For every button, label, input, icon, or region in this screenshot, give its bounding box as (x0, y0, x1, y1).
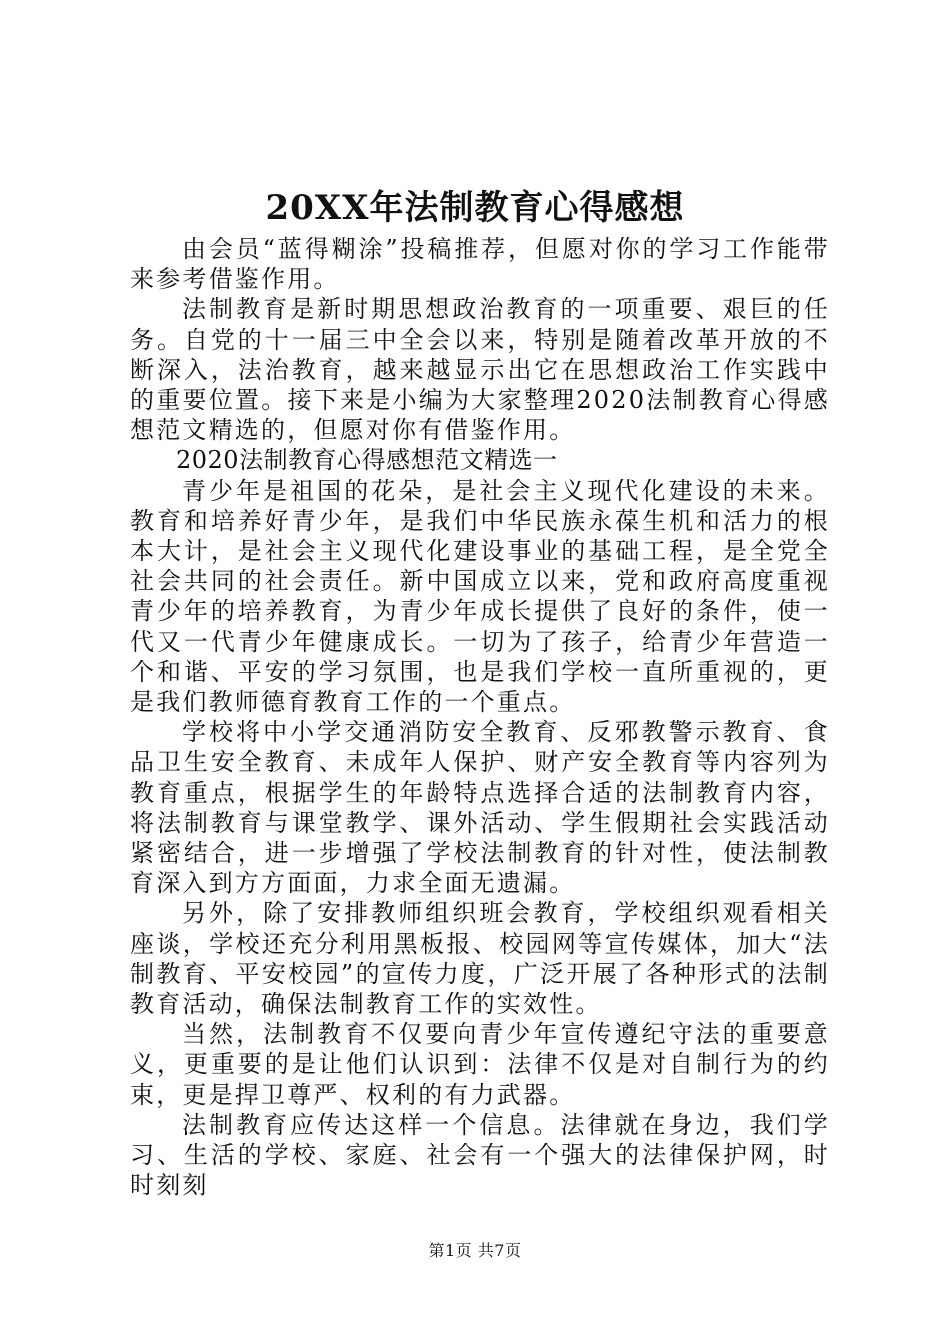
body-paragraph: 另外，除了安排教师组织班会教育，学校组织观看相关座谈，学校还充分利用黑板报、校园网等宣传媒体，加大“法制教育、平安校园”的宣传力度，广泛开展了各种形式的法制教育活动，确保法制教育工作的实效性。 (130, 899, 830, 1019)
section-heading: 2020法制教育心得感想范文精选一 (176, 446, 558, 475)
intro-paragraph: 由会员“蓝得糊涂”投稿推荐，但愿对你的学习工作能带来参考借鉴作用。 (130, 235, 830, 294)
body-paragraph: 学校将中小学交通消防安全教育、反邪教警示教育、食品卫生安全教育、未成年人保护、财产安全教育等内容列为教育重点，根据学生的年龄特点选择合适的法制教育内容，将法制教育与课堂教学、课外活动、学生假期社会实践活动紧密结合，进一步增强了学校法制教育的针对性，使法制教育深入到方方面面，力求全面无遗漏。 (130, 718, 830, 898)
body-paragraph: 法制教育应传达这样一个信息。法律就在身边，我们学习、生活的学校、家庭、社会有一个强大的法律保护网，时时刻刻 (130, 1110, 830, 1200)
page-footer: 第1页 共7页 (428, 1241, 522, 1260)
document-body (130, 234, 830, 1201)
document-title: 20XX年法制教育心得感想 (265, 188, 685, 228)
body-paragraph: 当然，法制教育不仅要向青少年宣传遵纪守法的重要意义，更重要的是让他们认识到：法律不仅是对自制行为的约束，更是捍卫尊严、权利的有力武器。 (130, 1020, 830, 1109)
body-paragraph: 青少年是祖国的花朵，是社会主义现代化建设的未来。教育和培养好青少年，是我们中华民族永葆生机和活力的根本大计，是社会主义现代化建设事业的基础工程，是全党全社会共同的社会责任。新中国成立以来，党和政府高度重视青少年的培养教育，为青少年成长提供了良好的条件，使一代又一代青少年健康成长。一切为了孩子，给青少年营造一个和谐、平安的学习氛围，也是我们学校一直所重视的，更是我们教师德育教育工作的一个重点。 (130, 476, 830, 717)
body-paragraph: 法制教育是新时期思想政治教育的一项重要、艰巨的任务。自党的十一届三中全会以来，特别是随着改革开放的不断深入，法治教育，越来越显示出它在思想政治工作实践中的重要位置。接下来是小编为大家整理2020法制教育心得感想范文精选的，但愿对你有借鉴作用。 (130, 295, 830, 445)
